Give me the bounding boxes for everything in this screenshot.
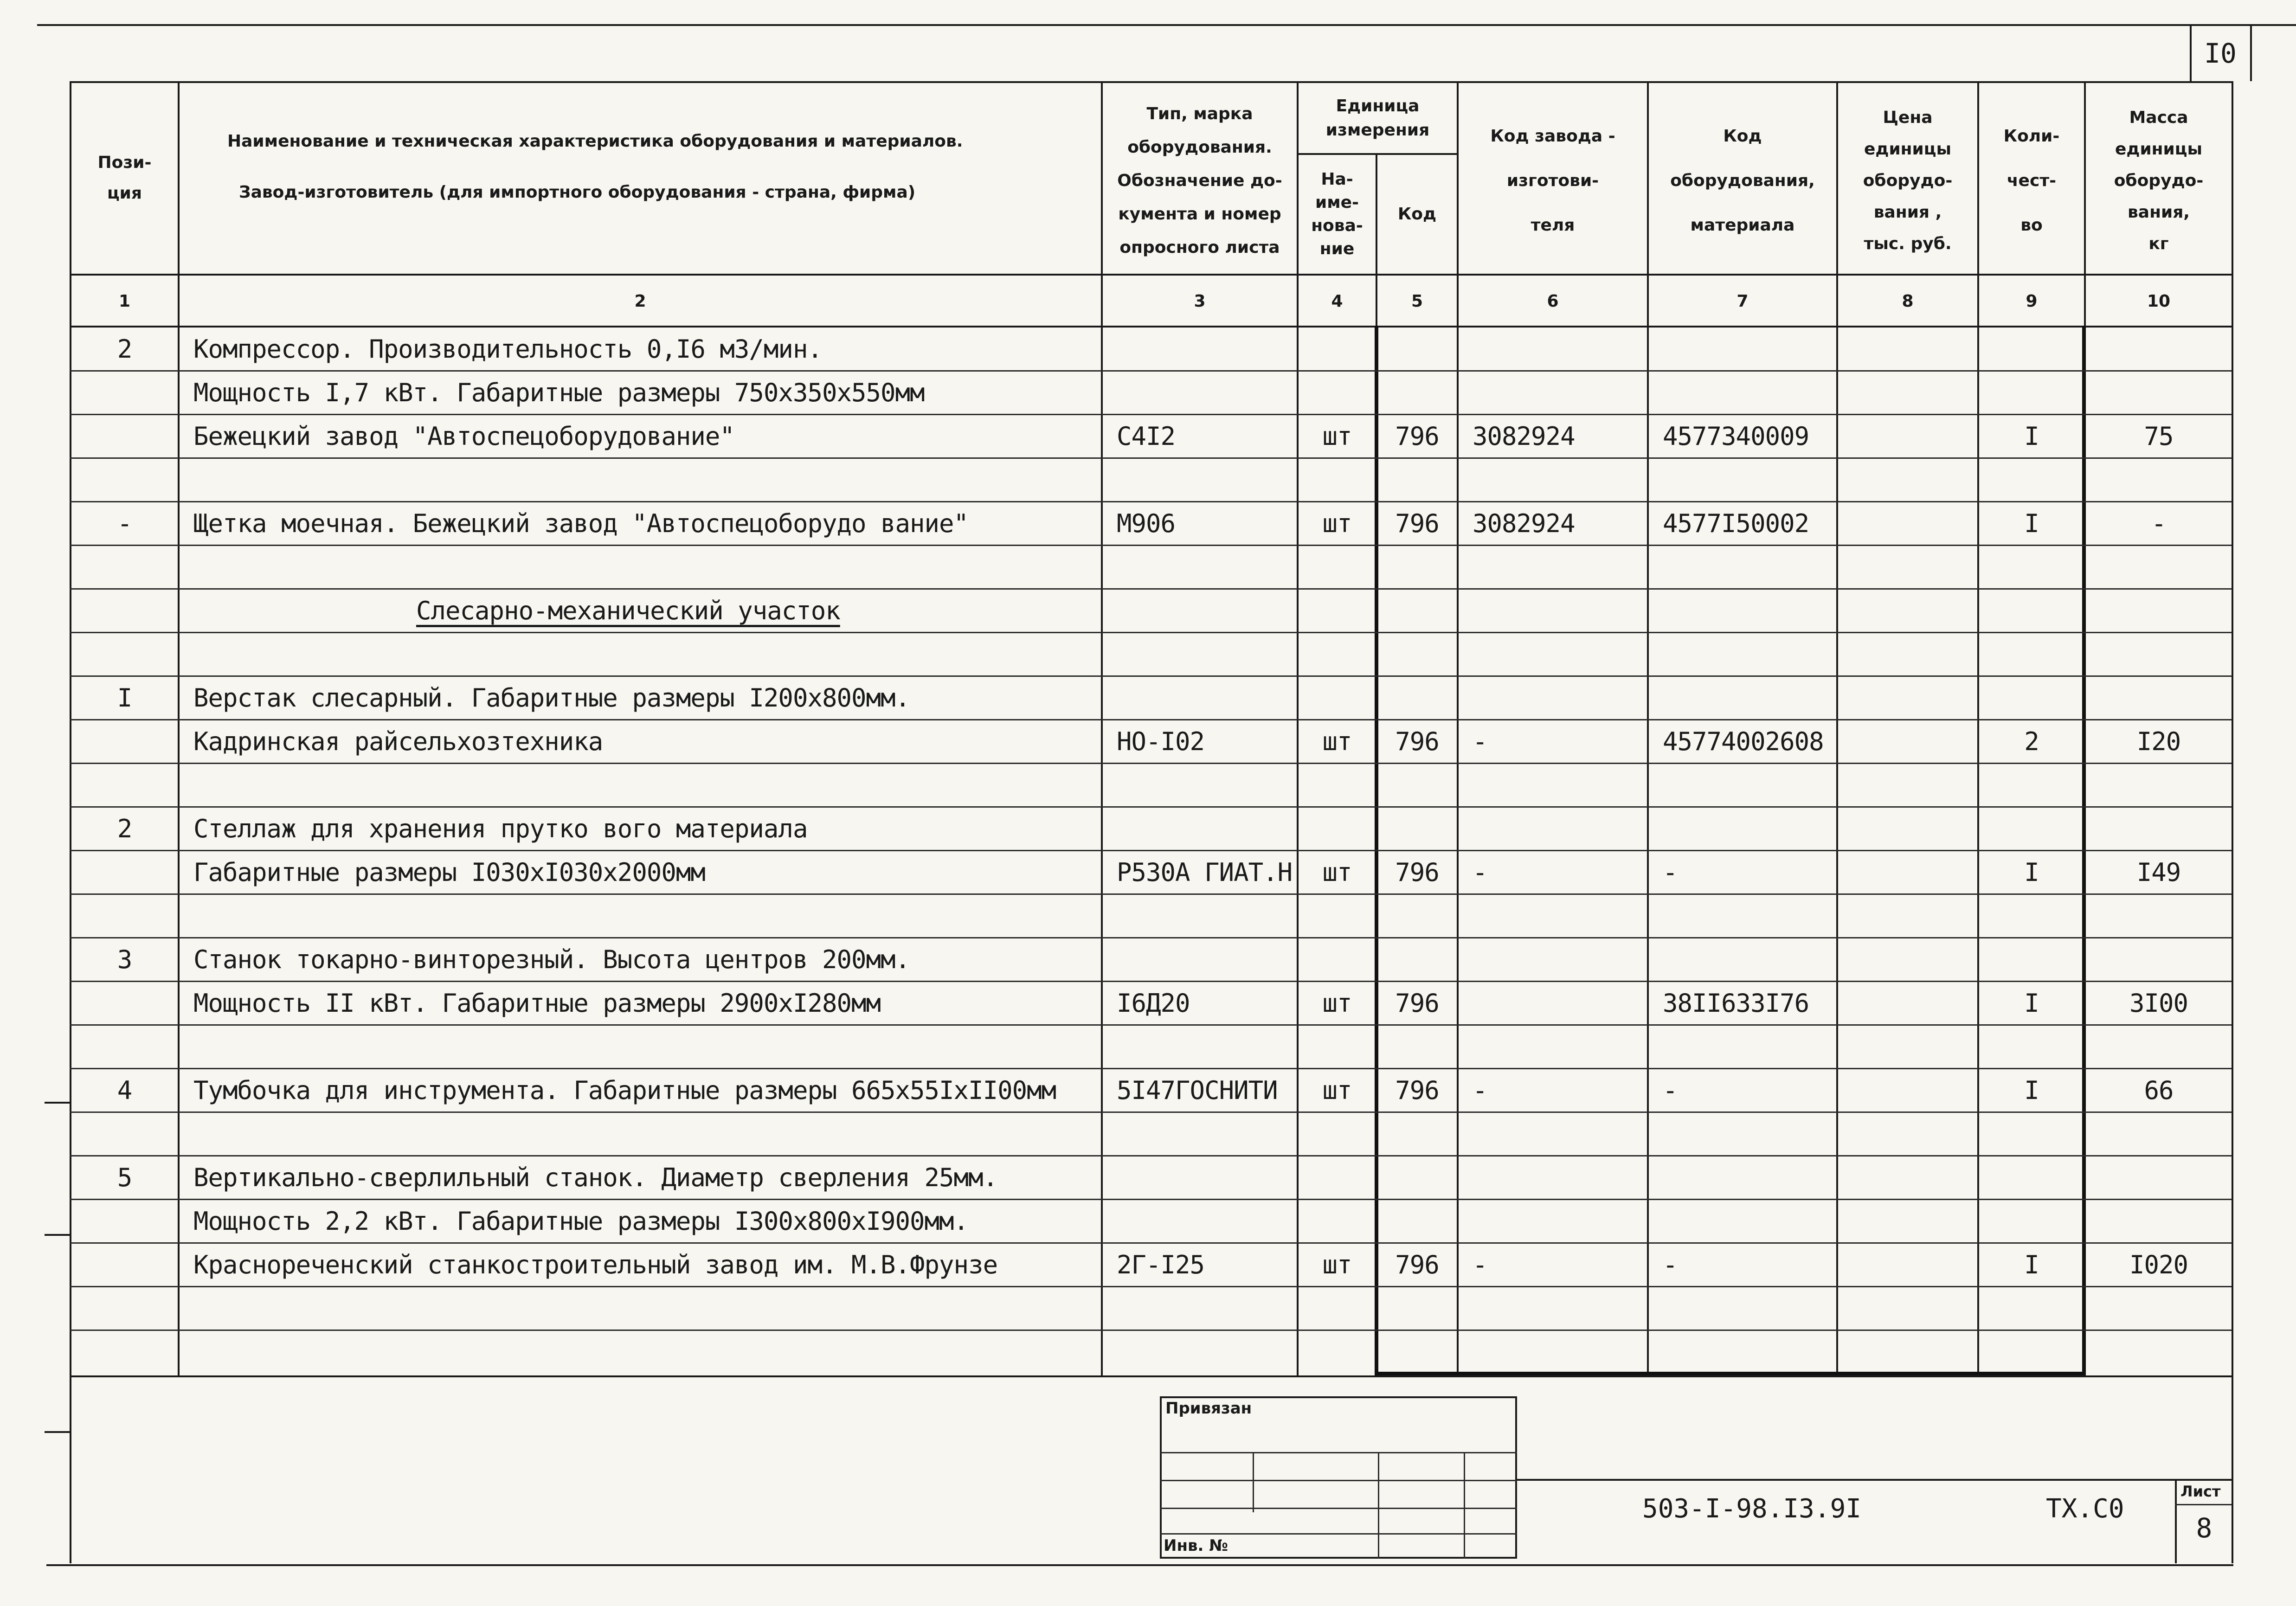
colnum-4: 4: [1331, 291, 1343, 311]
cell-unit: [1299, 807, 1376, 850]
cell-position: [71, 371, 178, 414]
cell-name: [180, 1112, 1101, 1155]
cell-position: [71, 982, 178, 1024]
header-type: Тип, марка оборудования. Обозначение до- кумента и номер опросного листа: [1117, 104, 1282, 257]
cell-type: НО-I02: [1117, 726, 1205, 756]
cell-type: [1103, 1287, 1297, 1330]
cell-code: 796: [1395, 857, 1439, 887]
cell-factory-code: 3082924: [1473, 421, 1575, 451]
cell-type: I6Д20: [1117, 988, 1190, 1018]
cell-factory-code: [1459, 1156, 1647, 1199]
cell-equipment-code: 4577340009: [1663, 421, 1809, 451]
cell-factory-code: [1459, 328, 1647, 370]
cell-position: [71, 894, 178, 937]
frame-bottom-line: [46, 1564, 2233, 1566]
cell-code: [1377, 458, 1457, 501]
cell-code: [1377, 938, 1457, 981]
cell-quantity: [1979, 764, 2084, 806]
cell-factory-code: 3082924: [1473, 508, 1575, 538]
cell-name: Мощность I,7 кВт. Габаритные размеры 750х350х550мм: [193, 378, 925, 407]
cell-code: [1377, 1156, 1457, 1199]
cell-unit: [1299, 546, 1376, 588]
cell-position: [71, 851, 178, 893]
cell-position: 4: [117, 1075, 132, 1105]
cell-factory-code: [1459, 938, 1647, 981]
cell-factory-code: [1459, 1025, 1647, 1068]
cell-type: 2Г-I25: [1117, 1250, 1205, 1279]
cell-mass: [2086, 1330, 2232, 1373]
cell-price: [1838, 546, 1977, 588]
cell-quantity: I: [2024, 857, 2039, 887]
cell-position: [71, 633, 178, 675]
cell-price: [1838, 1243, 1977, 1286]
cell-price: [1838, 851, 1977, 893]
cell-type: [1103, 458, 1297, 501]
cell-price: [1838, 676, 1977, 719]
colnum-5: 5: [1411, 291, 1423, 311]
cell-price: [1838, 982, 1977, 1024]
cell-mass: [2086, 633, 2232, 675]
cell-equipment-code: 45774002608: [1663, 726, 1824, 756]
cell-unit: [1299, 676, 1376, 719]
cell-quantity: [1979, 676, 2084, 719]
cell-position: [71, 546, 178, 588]
header-name-line2: Завод-изготовитель (для импортного оборудования - страна, фирма): [239, 183, 916, 202]
header-unit-name: На- име- нова- ние: [1311, 170, 1363, 258]
cell-equipment-code: [1649, 1112, 1836, 1155]
cell-price: [1838, 1330, 1977, 1373]
cell-type: [1103, 1112, 1297, 1155]
cell-mass: [2086, 676, 2232, 719]
cell-position: 3: [117, 944, 132, 974]
page-number: I0: [2204, 38, 2237, 69]
cell-name: [180, 1025, 1101, 1068]
cell-code: [1377, 633, 1457, 675]
cell-position: [71, 1025, 178, 1068]
header-price: Цена единицы оборудо- вания , тыс. руб.: [1863, 108, 1953, 253]
margin-tick: [45, 1234, 71, 1236]
cell-price: [1838, 1112, 1977, 1155]
cell-unit: шт: [1322, 421, 1352, 451]
cell-equipment-code: [1649, 764, 1836, 806]
sheet-box-line: [2175, 1504, 2232, 1505]
cell-equipment-code: 4577I50002: [1663, 508, 1809, 538]
cell-name: [180, 1287, 1101, 1330]
cell-factory-code: [1459, 589, 1647, 632]
cell-quantity: [1979, 938, 2084, 981]
cell-factory-code: [1459, 1112, 1647, 1155]
cell-mass: I020: [2129, 1250, 2188, 1279]
cell-quantity: [1979, 589, 2084, 632]
cell-price: [1838, 415, 1977, 457]
cell-unit: [1299, 1200, 1376, 1242]
cell-position: [71, 1287, 178, 1330]
cell-name: [180, 764, 1101, 806]
cell-type: [1103, 371, 1297, 414]
cell-code: [1377, 546, 1457, 588]
header-quantity: Коли- чест- во: [2003, 127, 2060, 235]
cell-type: Р530А ГИАТ.Н: [1117, 857, 1293, 887]
colnum-9: 9: [2026, 291, 2038, 311]
cell-code: [1377, 1330, 1457, 1373]
cell-name: Щетка моечная. Бежецкий завод "Автоспецоборудо вание": [193, 508, 969, 538]
cell-equipment-code: -: [1663, 1250, 1678, 1279]
cell-quantity: [1979, 328, 2084, 370]
cell-name: Мощность 2,2 кВт. Габаритные размеры I300х800хI900мм.: [193, 1206, 969, 1236]
cell-type: М906: [1117, 508, 1176, 538]
doc-code-top-line: [1517, 1479, 2232, 1481]
cell-factory-code: [1459, 982, 1647, 1024]
cell-mass: [2086, 458, 2232, 501]
cell-position: [71, 1330, 178, 1373]
cell-name: Краснореченский станкостроительный завод им. М.В.Фрунзе: [193, 1250, 998, 1279]
cell-code: [1377, 807, 1457, 850]
section-code: ТХ.С0: [2046, 1494, 2124, 1524]
cell-type: [1103, 546, 1297, 588]
cell-position: [71, 1243, 178, 1286]
cell-factory-code: [1459, 1330, 1647, 1373]
cell-unit: [1299, 894, 1376, 937]
cell-mass: [2086, 1112, 2232, 1155]
cell-position: [71, 720, 178, 763]
cell-mass: [2086, 1200, 2232, 1242]
cell-type: [1103, 633, 1297, 675]
cell-quantity: I: [2024, 421, 2039, 451]
cell-code: [1377, 1025, 1457, 1068]
cell-type: [1103, 589, 1297, 632]
cell-price: [1838, 633, 1977, 675]
cell-position: 2: [117, 334, 132, 364]
cell-name: Мощность II кВт. Габаритные размеры 2900хI280мм: [193, 988, 881, 1018]
stamp-bound-label: Привязан: [1165, 1399, 1252, 1418]
cell-code: 796: [1395, 726, 1439, 756]
cell-name: [180, 546, 1101, 588]
sheet-number: 8: [2196, 1512, 2212, 1544]
cell-price: [1838, 1025, 1977, 1068]
cell-unit: шт: [1322, 857, 1352, 887]
cell-equipment-code: [1649, 589, 1836, 632]
cell-unit: [1299, 371, 1376, 414]
cell-price: [1838, 894, 1977, 937]
cell-position: -: [117, 508, 132, 538]
cell-unit: [1299, 589, 1376, 632]
cell-equipment-code: 38II633I76: [1663, 988, 1809, 1018]
cell-price: [1838, 371, 1977, 414]
cell-type: С4I2: [1117, 421, 1176, 451]
cell-type: [1103, 1156, 1297, 1199]
cell-quantity: [1979, 1025, 2084, 1068]
header-unit-code: Код: [1397, 205, 1437, 224]
cell-factory-code: [1459, 764, 1647, 806]
cell-price: [1838, 502, 1977, 545]
frame-top-line: [37, 24, 2296, 26]
body-bottom-line: [70, 1375, 2232, 1377]
page-number-box-right: [2250, 26, 2252, 81]
colnum-6: 6: [1547, 291, 1559, 311]
cell-equipment-code: [1649, 894, 1836, 937]
cell-quantity: [1979, 371, 2084, 414]
header-name-line1: Наименование и техническая характеристика оборудования и материалов.: [227, 132, 963, 151]
cell-factory-code: -: [1473, 1250, 1487, 1279]
header-bottom-line: [70, 274, 2232, 276]
cell-unit: [1299, 764, 1376, 806]
cell-equipment-code: [1649, 938, 1836, 981]
cell-equipment-code: [1649, 458, 1836, 501]
cell-price: [1838, 589, 1977, 632]
cell-price: [1838, 938, 1977, 981]
cell-name: Тумбочка для инструмента. Габаритные размеры 665х55IхII00мм: [193, 1075, 1056, 1105]
cell-quantity: [1979, 1330, 2084, 1373]
header-factory-code: Код завода - изготови- теля: [1490, 127, 1615, 235]
cell-mass: [2086, 807, 2232, 850]
cell-mass: [2086, 1025, 2232, 1068]
cell-type: [1103, 676, 1297, 719]
header-mass: Масса единицы оборудо- вания, кг: [2114, 108, 2204, 253]
cell-unit: шт: [1322, 1075, 1352, 1105]
cell-mass: 3I00: [2129, 988, 2188, 1018]
stamp-inv-label: Инв. №: [1164, 1536, 1228, 1555]
cell-name: Бежецкий завод "Автоспецоборудование": [193, 421, 734, 451]
cell-code: [1377, 1287, 1457, 1330]
cell-unit: [1299, 1156, 1376, 1199]
cell-name: [180, 894, 1101, 937]
cell-equipment-code: [1649, 546, 1836, 588]
cell-unit: [1299, 328, 1376, 370]
cell-price: [1838, 1156, 1977, 1199]
cell-quantity: [1979, 458, 2084, 501]
cell-code: [1377, 371, 1457, 414]
cell-factory-code: [1459, 1287, 1647, 1330]
cell-name: Компрессор. Производительность 0,I6 м3/мин.: [193, 334, 822, 364]
cell-code: [1377, 764, 1457, 806]
cell-type: [1103, 1330, 1297, 1373]
cell-type: [1103, 938, 1297, 981]
colnum-8: 8: [1902, 291, 1914, 311]
cell-code: [1377, 1200, 1457, 1242]
cell-quantity: [1979, 807, 2084, 850]
table-top-border: [70, 81, 2232, 83]
cell-factory-code: [1459, 371, 1647, 414]
cell-code: 796: [1395, 421, 1439, 451]
cell-price: [1838, 807, 1977, 850]
cell-position: 5: [117, 1163, 132, 1192]
cell-position: [71, 764, 178, 806]
cell-position: [71, 589, 178, 632]
document-code: 503-I-98.I3.9I: [1642, 1494, 1862, 1524]
cell-position: [71, 1112, 178, 1155]
margin-tick: [45, 1431, 71, 1433]
cell-mass: [2086, 1287, 2232, 1330]
cell-equipment-code: [1649, 1156, 1836, 1199]
cell-equipment-code: -: [1663, 857, 1678, 887]
cell-code: [1377, 328, 1457, 370]
cell-equipment-code: [1649, 1330, 1836, 1373]
cell-name: Стеллаж для хранения прутко вого материала: [193, 814, 808, 843]
cell-type: [1103, 807, 1297, 850]
cell-code: [1377, 589, 1457, 632]
cell-price: [1838, 1200, 1977, 1242]
cell-equipment-code: [1649, 328, 1836, 370]
cell-name: [180, 633, 1101, 675]
margin-tick: [45, 1102, 71, 1104]
cell-factory-code: [1459, 546, 1647, 588]
cell-type: [1103, 894, 1297, 937]
cell-unit: [1299, 1330, 1376, 1373]
cell-price: [1838, 720, 1977, 763]
cell-mass: [2086, 938, 2232, 981]
cell-equipment-code: [1649, 371, 1836, 414]
cell-factory-code: [1459, 807, 1647, 850]
header-position: Пози- ция: [97, 153, 152, 203]
cell-equipment-code: [1649, 1287, 1836, 1330]
cell-position: [71, 415, 178, 457]
cell-unit: [1299, 938, 1376, 981]
cell-quantity: [1979, 1156, 2084, 1199]
cell-type: [1103, 1025, 1297, 1068]
cell-type: 5I47ГОСНИТИ: [1117, 1075, 1278, 1105]
cell-equipment-code: [1649, 1200, 1836, 1242]
cell-equipment-code: [1649, 1025, 1836, 1068]
cell-price: [1838, 1287, 1977, 1330]
stamp-divider: [1378, 1452, 1379, 1559]
cell-quantity: [1979, 894, 2084, 937]
cell-equipment-code: [1649, 807, 1836, 850]
cell-unit: [1299, 633, 1376, 675]
cell-quantity: [1979, 1200, 2084, 1242]
cell-name: Верстак слесарный. Габаритные размеры I200х800мм.: [193, 683, 910, 713]
cell-mass: [2086, 328, 2232, 370]
header-unit-group: Единица измерения: [1325, 96, 1430, 140]
cell-price: [1838, 328, 1977, 370]
cell-quantity: [1979, 633, 2084, 675]
section-title: Слесарно-механический участок: [416, 596, 840, 625]
cell-name: Станок токарно-винторезный. Высота центров 200мм.: [193, 944, 910, 974]
cell-name: Кадринская райсельхозтехника: [193, 726, 603, 756]
cell-mass: [2086, 1156, 2232, 1199]
cell-quantity: I: [2024, 1075, 2039, 1105]
cell-type: [1103, 328, 1297, 370]
cell-name: Вертикально-сверлильный станок. Диаметр сверления 25мм.: [193, 1163, 998, 1192]
colnum-2: 2: [634, 291, 646, 311]
cell-factory-code: [1459, 633, 1647, 675]
stamp-divider: [1253, 1452, 1254, 1512]
cell-position: [71, 458, 178, 501]
cell-position: I: [117, 683, 132, 713]
cell-price: [1838, 764, 1977, 806]
cell-unit: шт: [1322, 988, 1352, 1018]
cell-quantity: 2: [2024, 726, 2039, 756]
cell-factory-code: [1459, 458, 1647, 501]
cell-mass: [2086, 764, 2232, 806]
colnum-3: 3: [1194, 291, 1206, 311]
cell-code: [1377, 1112, 1457, 1155]
cell-mass: -: [2151, 508, 2166, 538]
cell-quantity: [1979, 1287, 2084, 1330]
colnum-7: 7: [1736, 291, 1749, 311]
cell-quantity: I: [2024, 1250, 2039, 1279]
cell-mass: I49: [2136, 857, 2181, 887]
cell-factory-code: -: [1473, 1075, 1487, 1105]
cell-mass: 66: [2144, 1075, 2174, 1105]
cell-unit: [1299, 458, 1376, 501]
cell-code: 796: [1395, 508, 1439, 538]
cell-quantity: I: [2024, 508, 2039, 538]
cell-position: 2: [117, 814, 132, 843]
cell-position: [71, 1200, 178, 1242]
table-right-border: [2232, 81, 2233, 1563]
stamp-divider: [1464, 1452, 1465, 1559]
cell-unit: шт: [1322, 1250, 1352, 1279]
cell-mass: [2086, 546, 2232, 588]
cell-code: 796: [1395, 988, 1439, 1018]
cell-equipment-code: [1649, 676, 1836, 719]
cell-factory-code: [1459, 676, 1647, 719]
cell-factory-code: -: [1473, 726, 1487, 756]
cell-equipment-code: [1649, 633, 1836, 675]
cell-price: [1838, 1069, 1977, 1111]
cell-quantity: [1979, 1112, 2084, 1155]
cell-mass: [2086, 371, 2232, 414]
cell-code: [1377, 894, 1457, 937]
cell-quantity: I: [2024, 988, 2039, 1018]
sheet-label: Лист: [2180, 1483, 2221, 1500]
cell-code: 796: [1395, 1250, 1439, 1279]
colnum-1: 1: [118, 291, 131, 311]
cell-quantity: [1979, 546, 2084, 588]
cell-mass: [2086, 589, 2232, 632]
cell-name: [180, 1330, 1101, 1373]
cell-factory-code: [1459, 1200, 1647, 1242]
cell-factory-code: [1459, 894, 1647, 937]
cell-mass: 75: [2144, 421, 2174, 451]
cell-price: [1838, 458, 1977, 501]
colnum-10: 10: [2147, 291, 2171, 311]
cell-unit: шт: [1322, 508, 1352, 538]
cell-equipment-code: -: [1663, 1075, 1678, 1105]
cell-unit: [1299, 1287, 1376, 1330]
cell-code: 796: [1395, 1075, 1439, 1105]
cell-code: [1377, 676, 1457, 719]
header-equipment-code: Код оборудования, материала: [1670, 127, 1815, 235]
cell-type: [1103, 1200, 1297, 1242]
cell-unit: [1299, 1025, 1376, 1068]
cell-name: Габаритные размеры I030хI030х2000мм: [193, 857, 705, 887]
cell-name: [180, 458, 1101, 501]
cell-unit: шт: [1322, 726, 1352, 756]
cell-factory-code: -: [1473, 857, 1487, 887]
cell-mass: I20: [2136, 726, 2181, 756]
cell-type: [1103, 764, 1297, 806]
cell-mass: [2086, 894, 2232, 937]
cell-unit: [1299, 1112, 1376, 1155]
